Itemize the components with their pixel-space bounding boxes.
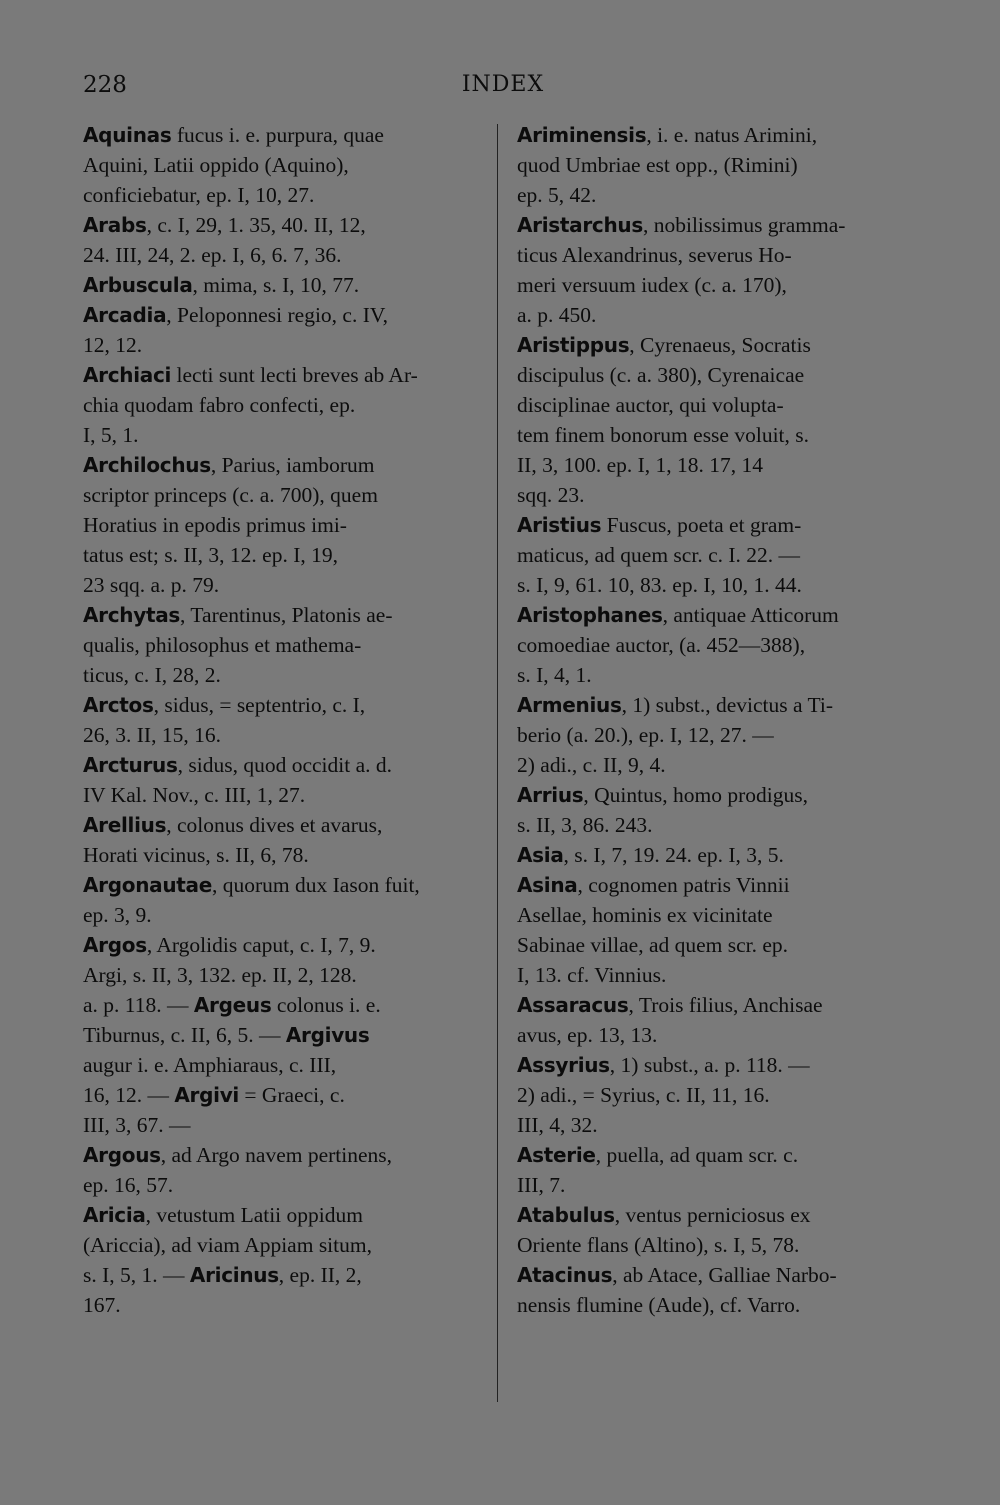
entry-line (517, 630, 912, 660)
entry-line (83, 150, 493, 180)
entry-text: sqq. 23. (517, 483, 585, 507)
entry-line (83, 120, 493, 150)
entry-text: (Ariccia), ad viam Appiam situm, (83, 1233, 372, 1257)
entry-line (83, 420, 493, 450)
entry-text: Horatius in epodis primus imi- (83, 513, 347, 537)
entry-text: s. II, 3, 86. 243. (517, 813, 653, 837)
index-entry (83, 600, 493, 690)
entry-text: s. I, 9, 61. 10, 83. ep. I, 10, 1. 44. (517, 573, 802, 597)
entry-line (517, 480, 912, 510)
entry-line (517, 330, 912, 360)
entry-line (83, 1020, 493, 1050)
entry-text: ticus Alexandrinus, severus Ho- (517, 243, 792, 267)
lemma-headword: Atabulus (517, 1203, 615, 1227)
entry-text: augur i. e. Amphiaraus, c. III, (83, 1053, 337, 1077)
lemma-headword: Arellius (83, 813, 167, 837)
entry-text: , puella, ad quam scr. c. (595, 1143, 799, 1167)
entry-line (83, 690, 493, 720)
entry-text: , nobilissimus gramma- (642, 213, 846, 237)
entry-line (83, 330, 493, 360)
entry-line (517, 390, 912, 420)
entry-line (517, 780, 912, 810)
entry-text: , ep. II, 2, (278, 1263, 362, 1287)
entry-text: a. p. 450. (517, 303, 597, 327)
entry-text: , Argolidis caput, c. I, 7, 9. (146, 933, 376, 957)
entry-line (517, 1050, 912, 1080)
lemma-headword: Assyrius (517, 1053, 610, 1077)
entry-line (517, 930, 912, 960)
entry-text: , ventus perniciosus ex (614, 1203, 811, 1227)
index-entry (83, 930, 493, 1140)
entry-line (517, 540, 912, 570)
entry-line (83, 480, 493, 510)
entry-line (83, 1110, 493, 1140)
index-entry (83, 120, 493, 210)
entry-text: , Cyrenaeus, Socratis (629, 333, 811, 357)
entry-text: III, 4, 32. (517, 1113, 598, 1137)
index-entry (83, 300, 493, 360)
entry-line (83, 750, 493, 780)
entry-text: , cognomen patris Vinnii (577, 873, 790, 897)
lemma-headword: Arctos (83, 693, 154, 717)
entry-text: = Graeci, c. (238, 1083, 345, 1107)
index-entry (83, 450, 493, 600)
entry-text: ep. 16, 57. (83, 1173, 174, 1197)
entry-line (517, 840, 912, 870)
entry-line (83, 810, 493, 840)
lemma-headword: Asia (517, 843, 564, 867)
index-entry (83, 1200, 493, 1320)
entry-text: Sabinae villae, ad quem scr. ep. (517, 933, 789, 957)
entry-text: ticus, c. I, 28, 2. (83, 663, 221, 687)
entry-line (83, 1260, 493, 1290)
entry-line (83, 300, 493, 330)
entry-text: III, 7. (517, 1173, 566, 1197)
entry-line (517, 1260, 912, 1290)
entry-text: I, 13. cf. Vinnius. (517, 963, 667, 987)
index-entry (517, 780, 912, 840)
entry-line (517, 1020, 912, 1050)
index-entry (517, 990, 912, 1050)
index-entry (517, 1200, 912, 1260)
lemma-headword: Argivus (285, 1023, 370, 1047)
entry-text: , Tarentinus, Platonis ae- (180, 603, 393, 627)
entry-text: , Peloponnesi regio, c. IV, (166, 303, 389, 327)
lemma-headword: Arabs (83, 213, 147, 237)
entry-text: lecti sunt lecti breves ab Ar- (171, 363, 418, 387)
entry-line (83, 1080, 493, 1110)
lemma-headword: Arbuscula (83, 273, 193, 297)
entry-text: 26, 3. II, 15, 16. (83, 723, 221, 747)
entry-text: qualis, philosophus et mathema- (83, 633, 362, 657)
index-entry (83, 270, 493, 300)
entry-text: disciplinae auctor, qui volupta- (517, 393, 784, 417)
entry-line (517, 570, 912, 600)
entry-text: Tiburnus, c. II, 6, 5. — (83, 1023, 286, 1047)
entry-text: Aquini, Latii oppido (Aquino), (83, 153, 349, 177)
entry-text: a. p. 118. — (83, 993, 194, 1017)
entry-text: , ad Argo navem pertinens, (160, 1143, 393, 1167)
entry-line (517, 1230, 912, 1260)
entry-text: , c. I, 29, 1. 35, 40. II, 12, (146, 213, 366, 237)
page-number: 228 (83, 72, 127, 98)
entry-text: IV Kal. Nov., c. III, 1, 27. (83, 783, 306, 807)
running-head: INDEX (461, 72, 545, 97)
index-entry (517, 840, 912, 870)
entry-line (517, 360, 912, 390)
entry-line (83, 1200, 493, 1230)
entry-line (83, 960, 493, 990)
entry-text: tatus est; s. II, 3, 12. ep. I, 19, (83, 543, 338, 567)
entry-text: , i. e. natus Arimini, (646, 123, 818, 147)
lemma-headword: Aristophanes (517, 603, 663, 627)
entry-text: chia quodam fabro confecti, ep. (83, 393, 356, 417)
entry-text: maticus, ad quem scr. c. I. 22. — (517, 543, 801, 567)
entry-line (517, 450, 912, 480)
lemma-headword: Argonautae (83, 873, 212, 897)
entry-line (83, 870, 493, 900)
entry-text: nensis flumine (Aude), cf. Varro. (517, 1293, 801, 1317)
index-entry (83, 750, 493, 810)
entry-line (83, 390, 493, 420)
lemma-headword: Aristarchus (517, 213, 643, 237)
lemma-headword: Aristippus (517, 333, 630, 357)
entry-text: tem finem bonorum esse voluit, s. (517, 423, 810, 447)
entry-text: conficiebatur, ep. I, 10, 27. (83, 183, 315, 207)
entry-text: 12, 12. (83, 333, 143, 357)
lemma-headword: Argeus (193, 993, 272, 1017)
entry-text: 16, 12. — (83, 1083, 175, 1107)
index-column-right (517, 120, 912, 1320)
lemma-headword: Asterie (517, 1143, 596, 1167)
entry-text: ep. 3, 9. (83, 903, 152, 927)
lemma-headword: Aquinas (83, 123, 172, 147)
index-entry (517, 1050, 912, 1140)
entry-line (83, 240, 493, 270)
entry-line (83, 930, 493, 960)
index-entry (517, 210, 912, 330)
entry-line (83, 600, 493, 630)
index-entry (517, 1140, 912, 1200)
entry-line (517, 810, 912, 840)
entry-line (83, 720, 493, 750)
entry-line (517, 1110, 912, 1140)
entry-text: 23 sqq. a. p. 79. (83, 573, 220, 597)
page-header (83, 72, 923, 106)
entry-line (83, 630, 493, 660)
entry-line (83, 1170, 493, 1200)
index-entry (83, 360, 493, 450)
entry-text: 167. (83, 1293, 121, 1317)
lemma-headword: Argous (83, 1143, 161, 1167)
entry-text: scriptor princeps (c. a. 700), quem (83, 483, 378, 507)
entry-line (83, 900, 493, 930)
entry-text: , vetustum Latii oppidum (145, 1203, 363, 1227)
index-entry (517, 690, 912, 780)
entry-line (517, 660, 912, 690)
index-entry (517, 510, 912, 600)
entry-line (83, 270, 493, 300)
entry-line (517, 180, 912, 210)
entry-line (83, 1290, 493, 1320)
entry-text: , mima, s. I, 10, 77. (192, 273, 360, 297)
lemma-headword: Arcturus (83, 753, 178, 777)
entry-text: , sidus, quod occidit a. d. (177, 753, 392, 777)
index-entry (517, 600, 912, 690)
entry-line (517, 120, 912, 150)
entry-line (83, 510, 493, 540)
entry-text: II, 3, 100. ep. I, 1, 18. 17, 14 (517, 453, 764, 477)
entry-text: 2) adi., c. II, 9, 4. (517, 753, 666, 777)
entry-text: , Trois filius, Anchisae (628, 993, 823, 1017)
entry-text: , sidus, = septentrio, c. I, (153, 693, 366, 717)
entry-line (517, 420, 912, 450)
entry-text: s. I, 4, 1. (517, 663, 592, 687)
lemma-headword: Atacinus (517, 1263, 613, 1287)
index-entry (517, 1260, 912, 1320)
entry-text: avus, ep. 13, 13. (517, 1023, 658, 1047)
index-entry (83, 690, 493, 750)
entry-line (83, 1050, 493, 1080)
lemma-headword: Ariminensis (517, 123, 647, 147)
entry-line (83, 780, 493, 810)
entry-line (517, 1290, 912, 1320)
entry-line (83, 660, 493, 690)
entry-line (517, 1140, 912, 1170)
lemma-headword: Asina (517, 873, 578, 897)
entry-text: I, 5, 1. (83, 423, 139, 447)
lemma-headword: Argos (83, 933, 147, 957)
entry-line (517, 870, 912, 900)
lemma-headword: Assaracus (517, 993, 629, 1017)
entry-text: Fuscus, poeta et gram- (601, 513, 802, 537)
entry-text: 2) adi., = Syrius, c. II, 11, 16. (517, 1083, 770, 1107)
entry-text: s. I, 5, 1. — (83, 1263, 190, 1287)
lemma-headword: Argivi (174, 1083, 239, 1107)
lemma-headword: Aristius (517, 513, 602, 537)
entry-line (83, 840, 493, 870)
lemma-headword: Arrius (517, 783, 584, 807)
entry-line (517, 210, 912, 240)
entry-text: comoediae auctor, (a. 452—388), (517, 633, 806, 657)
entry-text: fucus i. e. purpura, quae (171, 123, 384, 147)
lemma-headword: Archytas (83, 603, 181, 627)
entry-text: colonus i. e. (271, 993, 381, 1017)
entry-line (517, 510, 912, 540)
entry-line (517, 1200, 912, 1230)
entry-text: , antiquae Atticorum (662, 603, 839, 627)
entry-line (83, 210, 493, 240)
entry-line (517, 150, 912, 180)
index-entry (83, 810, 493, 870)
index-entry (83, 1140, 493, 1200)
entry-line (83, 1230, 493, 1260)
entry-text: ep. 5, 42. (517, 183, 597, 207)
entry-line (517, 960, 912, 990)
lemma-headword: Armenius (517, 693, 622, 717)
entry-line (517, 900, 912, 930)
entry-line (517, 690, 912, 720)
entry-text: , ab Atace, Galliae Narbo- (612, 1263, 837, 1287)
entry-text: , 1) subst., a. p. 118. — (609, 1053, 810, 1077)
entry-text: 24. III, 24, 2. ep. I, 6, 6. 7, 36. (83, 243, 342, 267)
index-entry (83, 870, 493, 930)
entry-text: , 1) subst., devictus a Ti- (621, 693, 834, 717)
entry-text: Oriente flans (Altino), s. I, 5, 78. (517, 1233, 800, 1257)
index-entry (517, 330, 912, 510)
entry-line (517, 720, 912, 750)
entry-line (83, 360, 493, 390)
entry-line (83, 990, 493, 1020)
column-divider (497, 124, 498, 1402)
entry-line (517, 1080, 912, 1110)
entry-text: III, 3, 67. — (83, 1113, 191, 1137)
entry-text: Horati vicinus, s. II, 6, 78. (83, 843, 309, 867)
entry-line (517, 270, 912, 300)
entry-text: berio (a. 20.), ep. I, 12, 27. — (517, 723, 774, 747)
entry-line (83, 180, 493, 210)
index-entry (83, 210, 493, 270)
entry-text: , s. I, 7, 19. 24. ep. I, 3, 5. (563, 843, 784, 867)
index-entry (517, 120, 912, 210)
index-column-left (83, 120, 493, 1320)
entry-line (83, 450, 493, 480)
entry-line (517, 990, 912, 1020)
entry-line (517, 600, 912, 630)
entry-text: , colonus dives et avarus, (166, 813, 383, 837)
entry-line (83, 540, 493, 570)
entry-line (83, 570, 493, 600)
entry-text: meri versuum iudex (c. a. 170), (517, 273, 787, 297)
lemma-headword: Aricia (83, 1203, 146, 1227)
entry-line (83, 1140, 493, 1170)
entry-text: discipulus (c. a. 380), Cyrenaicae (517, 363, 805, 387)
entry-text: Asellae, hominis ex vicinitate (517, 903, 773, 927)
entry-line (517, 1170, 912, 1200)
lemma-headword: Archiaci (83, 363, 172, 387)
entry-line (517, 300, 912, 330)
entry-text: , Parius, iamborum (210, 453, 375, 477)
lemma-headword: Archilochus (83, 453, 211, 477)
entry-text: , Quintus, homo prodigus, (583, 783, 808, 807)
entry-line (517, 240, 912, 270)
entry-text: Argi, s. II, 3, 132. ep. II, 2, 128. (83, 963, 357, 987)
lemma-headword: Arcadia (83, 303, 167, 327)
index-entry (517, 870, 912, 990)
entry-text: , quorum dux Iason fuit, (212, 873, 420, 897)
entry-line (517, 750, 912, 780)
entry-text: quod Umbriae est opp., (Rimini) (517, 153, 798, 177)
lemma-headword: Aricinus (189, 1263, 279, 1287)
